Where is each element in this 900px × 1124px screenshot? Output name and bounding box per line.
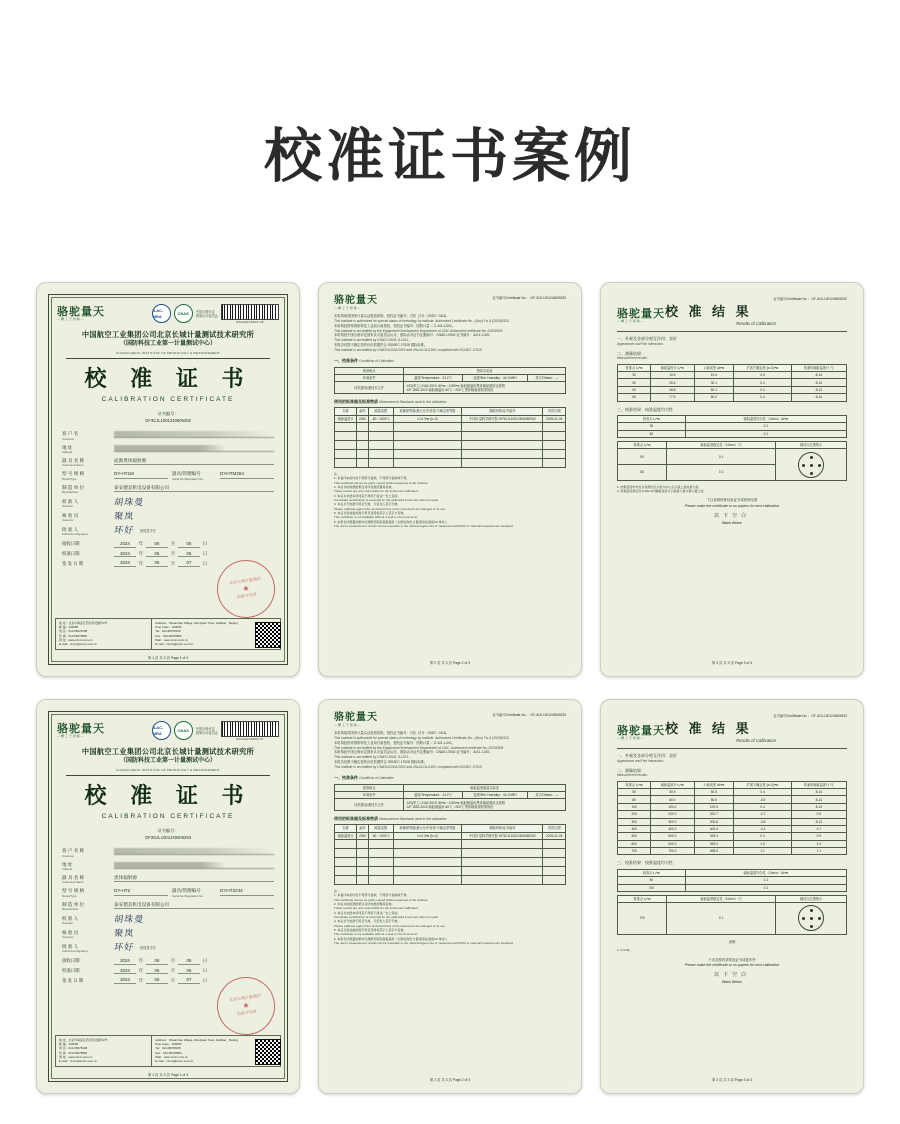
signature-inspector: 核 验 员 Inspector 聚岚 — [62, 512, 135, 523]
cover-frame — [48, 711, 288, 1082]
conditions-table — [334, 784, 566, 811]
certificate-cover-inner — [44, 707, 292, 1086]
signature-operator: 校 准 人 Operator 胡珠曼 — [62, 498, 145, 509]
cnas-icon: CNAS — [174, 304, 193, 323]
field-address: 地 址 Address — [62, 445, 274, 455]
barcode-number: RA032240600 28 — [236, 319, 264, 324]
certificate-cover-inner — [44, 290, 292, 669]
customer-fields — [56, 848, 280, 911]
table-row — [335, 458, 566, 467]
signature-operator-value: 胡珠曼 — [113, 915, 145, 926]
certificate-title: 校 准 证 书 — [84, 783, 252, 809]
results-body — [608, 290, 856, 669]
certificate-results-1[interactable] — [600, 282, 864, 677]
blank-below-label: 以下空白 — [713, 972, 750, 979]
field-instrument-name-value: 面源黑体辐射源 — [114, 458, 274, 465]
field-manufacturer: 制 造 单 位 Manufacturer 泰安德美机电设备有限公司 — [62, 485, 274, 495]
date-issue: 签 发 日 期 2024 年 06 月 07 日 — [62, 977, 208, 983]
official-stamp: 北京长城计量测试 ★ 校准专用章 — [213, 973, 279, 1039]
results-inner — [608, 707, 856, 1086]
date-received: 接收日期 2024 年 06 月 05 日 — [62, 957, 208, 964]
barcode-block — [221, 304, 279, 324]
field-customer-value — [114, 848, 274, 855]
table-header-row: 校准点 t₀/℃ 辐射温度均匀性（10min）Δt/℃ — [618, 415, 847, 422]
table-row: 700 0.1 — [618, 884, 847, 891]
footer-contact — [55, 618, 281, 650]
measure-point-diagram-icon — [798, 905, 824, 931]
table-row — [335, 440, 566, 449]
page-number: 第 3 页 共 3 页 Page 3 of 3 — [711, 1078, 753, 1083]
table-row: 50 0.1 — [618, 430, 847, 437]
measure-point-diagram-cell — [776, 903, 847, 934]
next-calibration-note-en: Please make the certificate or no papers for next calibration — [684, 963, 780, 968]
conditions-table — [334, 367, 566, 394]
table-row: 700 0.1 — [618, 903, 847, 934]
certificate-id: 证书编号/Certificate No. ：GF-JKJL1001240605293 — [773, 713, 847, 718]
signature-operator: 校 准 人 Operator 胡珠曼 — [62, 915, 145, 926]
results-title-en: Results of Calibration — [736, 321, 776, 327]
footer-contact-en: Address：ShuanXiao Village, WenQuan Town, HaiDian，Beijing Post Code：100095 Tel：010-68378108 Fax：010-68378866 Web：www.cimm.com.cn E-mail：cimm@cimm.com.cn — [151, 619, 280, 649]
notes-block: 注： 1. 本复印本的内容不得部分复制，不得部分复制或不得。 This certificate cannot be partly copied without approval of the institute. 2. 本证书的检测结果仅对所校准的器具有效。 These results are only responsible for the instrument calibrated. 3. 本证书未经本所同意不得用于商业广告之目的。 Immediate recalibration is essential for the calibrated instrument after its repair. 4. 本证书无校准专用章无效，无签发人签字无效。 Please calibrate again if the technical limits of the instrument are changed or its use. 5. 本证书需加盖校准专用章及授权签字人签字方有效。 This certificate is not available without a seal on the front cover. 6. 本报告所测量结果均可溯源至国家测量基准（全国标准化计量/国家标准值/SI 单位）。 The user's measurement results can be traceable to the national legal units of measurement/SI/ISO or national measurement standard. — [334, 471, 514, 528]
authorized-note: 授权签字栏 — [140, 946, 156, 951]
field-address-value — [114, 445, 274, 452]
section-conditions: 一、校准条件 Conditions of Calibration 校准地点 黑体实验室 环境条件 温度/Temperature：24.2℃ 湿度/Rel. Humidity：44.1%RH 其它/Others：— 所依据/参照技术文件 JJG(军工) 2162-2019 -50℃～1000℃ 辐射测温用黑体辐射源检定规程 JJF 1552-2015 辐射测温用-60℃～200℃ 黑体辐射源校准规范 — [334, 358, 566, 394]
field-model-value: DY-HT2 — [114, 888, 168, 895]
brand-logo: 骆驼量天 — 精 工 于 智 制 — — [57, 305, 105, 322]
certificate-number-label: 证书编号： — [157, 411, 179, 417]
table-row — [335, 431, 566, 440]
table-header-row: 名称 编号 测量范围 准确度等级/最大允许误差/不确定度等级 溯源机构/证书编号 有效日期 — [335, 408, 566, 415]
results-item-2: 二、测量结果： Measurement results： — [617, 350, 650, 361]
field-instrument-name: 器 具 名 称 Instrument Name 黑体辐射源 — [62, 875, 274, 885]
footer-contact — [55, 1035, 281, 1067]
brand-logo: 骆驼量天 — 精 工 于 智 制 — — [617, 723, 665, 740]
signature-inspector-value: 聚岚 — [113, 512, 135, 523]
ilac-mra-icon: ILAC-MRA — [152, 721, 171, 740]
field-instrument-name: 器 具 名 称 Instrument Name 面源黑体辐射源 — [62, 458, 274, 468]
section-conditions: 一、校准条件 Conditions of Calibration 校准地点 辐射温度测量实验室 环境条件 温度/Temperature：24.2℃ 湿度/Rel. Humidity：44.1%RH 其它/Others：— 所依据/参照技术文件 JJG(军工) 2162-2019 -50℃～1000℃ 辐射测温用黑体辐射源检定规程 JJF 1552-2015 辐射测温用-60℃～200℃ 黑体辐射源校准规范 — [334, 775, 566, 811]
cnas-note: 中国合格评定 国家认可委员会 — [195, 726, 218, 735]
table-row — [335, 449, 566, 458]
field-address-value — [114, 862, 274, 869]
date-received-year: 2024 — [114, 541, 136, 548]
brand-logo: 骆驼量天 — 精 工 于 智 制 — — [617, 306, 665, 323]
certificate-cover-1[interactable] — [36, 282, 300, 677]
table-header-row: 校准点 t₀/℃ 辐射温度均匀性（10min）Δt/℃ — [618, 869, 847, 876]
table-row: 100 100.0 100.5 0.4 8-14 — [618, 803, 847, 810]
footer-contact-cn: 地 址：北京市海淀区西四环北路甲2号 邮 编：100095 电 话：010-68378108 传 真：010-68378866 网 址：www.cimm.com.cn E-mail：cimm@cimm.com.cn — [59, 620, 108, 647]
table-row: 校准地点 辐射温度测量实验室 — [335, 784, 566, 791]
signature-operator-value: 胡珠曼 — [113, 498, 145, 509]
notes-block: 注： 1. 本复印本的内容不得部分复制，不得部分复制或不得。 This certificate cannot be partly copied without approval of the institute. 2. 本证书的检测结果仅对所校准的器具有效。 These results are only responsible for the instrument calibrated. 3. 本证书未经本所同意不得用于商业广告之目的。 Immediate recalibration is essential for the calibrated instrument after its repair. 4. 本证书无校准专用章无效，无签发人签字无效。 Please calibrate again if the technical limits of the instrument are changed or its use. 5. 本证书需加盖校准专用章及授权签字人签字方有效。 This certificate is not available without a seal on the front cover. 6. 本报告所测量结果均可溯源至国家测量基准（全国标准化计量/国家标准值/SI 单位）。 The user's measurement results can be traceable to the national legal units of measurement/SI/ISO or national measurement standard. — [334, 888, 514, 945]
measurement-table — [617, 364, 847, 402]
table-row — [335, 848, 566, 857]
cover-header — [56, 300, 280, 326]
table-row — [335, 866, 566, 875]
table-row: 30 10.5 10.0 0.5 8-14 — [618, 372, 847, 379]
field-manufacturer: 制 造 单 位 Manufacturer 泰安德美机电设备有限公司 — [62, 902, 274, 912]
stability-table — [617, 895, 847, 935]
results-item-3: 三、校准结果：校准温度均匀性 — [617, 860, 673, 866]
cover-frame — [48, 294, 288, 665]
certificate-grid — [0, 272, 900, 1124]
certificate-title: 校 准 证 书 — [84, 366, 252, 392]
field-model: 型 号 规 格 Model/Type DY-HT2 器具/管理编号 Serial No./Regulation No. DYHT2244 — [62, 888, 274, 898]
barcode-block — [221, 721, 279, 741]
organization-subname: （国防科技工业第一计量测试中心） — [119, 341, 216, 348]
certificate-id: 证书编号/Certificate No. ：GF-JKJL1001240605293 — [492, 712, 566, 717]
table-row — [335, 839, 566, 848]
organization-name-en: CHANGCHENG INSTITUTE OF METROLOGY & MEASUREMENT — [115, 767, 221, 772]
certificate-textpage-1[interactable] — [318, 282, 582, 677]
table-row — [335, 857, 566, 866]
date-calibration: 校准日期 2024 年 06 月 06 日 — [62, 967, 208, 973]
certificate-title-en: CALIBRATION CERTIFICATE — [101, 396, 235, 404]
next-calibration-note: 下注说明校准结束证书或校准结果 — [706, 498, 758, 503]
page-number: 第 3 页 共 3 页 Page 3 of 3 — [711, 661, 753, 666]
field-customer: 客 户 名 Customer — [62, 431, 274, 441]
field-manufacturer-value: 泰安德美机电设备有限公司 — [114, 902, 274, 909]
date-received-month: 06 — [146, 541, 168, 548]
cnas-icon: CNAS — [174, 721, 193, 740]
table-row: 30 0.1 — [618, 423, 847, 430]
page-number: 第 1 页 共 3 页 Page 1 of 3 — [147, 656, 189, 661]
table-row: 所依据/参照技术文件 JJG(军工) 2162-2019 -50℃～1000℃ 辐射测温用黑体辐射源检定规程 JJF 1552-2015 辐射测温用-60℃～200℃ 黑体辐射源校准规范 — [335, 799, 566, 810]
table-row: 50 50.9 50.5 0.4 8-14 — [618, 789, 847, 796]
table-header-row: 名称 编号 测量范围 准确度等级/最大允许误差/不确定度等级 溯源机构/证书编号 有效日期 — [335, 825, 566, 832]
table-row: 辐射温度计 2000 -50～1000℃ U=0.3℃ (k=2) 中国计量科学研究院 GF3CJL10012406050930 2025-01-05 — [335, 832, 566, 839]
table-header-row: 校准点 t₀/℃ 辐射温度稳定性（10min）/℃ 测试点位置图示 — [618, 442, 847, 449]
field-serial-value: DYHTM264 — [220, 471, 274, 478]
certificate-id: 证书编号/Certificate No. ：GF-JKJL1001240605292 — [492, 295, 566, 300]
results-header — [617, 721, 847, 744]
field-model-value: DY-HT1M — [114, 471, 168, 478]
results-body — [608, 707, 856, 1086]
table-row: 700 700.0 698.9 1.1 1.1 — [618, 848, 847, 855]
certificate-cover-2[interactable] — [36, 699, 300, 1094]
textpage-header — [334, 713, 566, 727]
results-title-en: Results of Calibration — [736, 738, 776, 744]
brand-logo: 骆驼量天 — 精 工 于 智 制 — — [334, 294, 378, 310]
qr-code-icon — [255, 622, 281, 648]
accreditation-statement: 本机构取得国家计量认证资质机构，授权证书编号：（国）法计（2020）0115。 This institute is authorized for special status of metrology by institute, Authorized Certificate No.: (Guo) Fa Ji (2020)0115. 本机构经国家国防科技工业局行政授权，授权证书编号：国防计量（ Z-JL5-1-001。 This institute is accredited by the Equipment Development Department of CMC, Authorized certificate No.:20230009 本机构经中国合格评定国家认可委员会认可，国际认可证书注册编号：CNAS L0042 证书编号：JLK1-1-001 This institute is accredited by CNAS L0042, ILOO1... 本报告结果不确定性的评估依据符合 ISO/IEC 17025 国际标准。 This institute is accredited by CNAS/JCN/JL0002 and JNLAC/JLG100, compliant with ISO/IEC 17025 — [334, 730, 510, 770]
measurement-table — [617, 781, 847, 856]
organization-name: 中国航空工业集团公司北京长城计量测试技术研究所 — [81, 329, 255, 339]
results-item-2: 二、测量结果： Measurement results： — [617, 767, 650, 778]
signature-authorized-value: 环好 — [113, 943, 135, 954]
table-header-row: 校准点 t₀/℃ 辐射温度计 t₁/℃ 示值误差 Δt/℃ 扩展不确定度 (k=2)/℃ 传递用辐射温度计 /℃ — [618, 364, 847, 371]
certificate-results-2[interactable] — [600, 699, 864, 1094]
standards-table — [334, 407, 566, 468]
certificate-textpage-2[interactable] — [318, 699, 582, 1094]
qr-code-icon — [255, 1039, 281, 1065]
measure-point-diagram-icon — [798, 452, 824, 478]
signature-authorized: 批 准 人 Authorized Signatory 环好 授权签字栏 — [62, 526, 156, 537]
standards-table — [334, 824, 566, 885]
accreditation-badges — [152, 304, 279, 324]
field-customer: 客 户 名 称 Customer — [62, 848, 274, 858]
uniformity-table — [617, 869, 847, 892]
textpage-inner — [326, 290, 574, 669]
accreditation-statement: 本机构取得国家计量认证资质机构，授权证书编号：（国）法计（2020）0115。 This institute is authorized for special status of metrology by institute, Authorized Certificate No.: (Guo) Fa Ji (2020)0115. 本机构经国家国防科技工业局行政授权，授权证书编号：国防计量（ Z-JL5-1-001。 This institute is accredited by the Equipment Development Department of CMC Authorized certificate No.:20230009 本机构经中国合格评定国家认可委员会认可，国际认可证书注册编号：CNAS L0042 证书编号：JLK1-1-001 This institute is accredited by CNAS L0042, ILOO1... 本报告结果不确定性的评估依据符合 ISO/IEC 17025 国际标准。 This institute is accredited by CNAS/JCN/JL0002 and JNLAC/JLG100, compliant with ISO/IEC 17025 — [334, 313, 510, 353]
table-row: 环境条件 温度/Temperature：24.2℃ 湿度/Rel. Humidity：44.1%RH 其它/Others：— — [335, 791, 566, 798]
results-item-1: 一、外观及各部分相互作用：良好 Appearance and Part Interaction： — [617, 336, 677, 346]
table-row: 80 77.6 80.0 0.4 8-14 — [618, 394, 847, 401]
uniformity-table — [617, 415, 847, 438]
barcode-icon — [221, 721, 279, 737]
accreditation-badges — [152, 721, 279, 741]
signature-authorized-value: 环好 — [113, 526, 135, 537]
date-calibration: 校准日期 2024 年 06 月 06 日 — [62, 550, 208, 556]
certificate-title-en: CALIBRATION CERTIFICATE — [101, 813, 235, 821]
results-item-3: 三、校准结果：校准温度均匀性 — [617, 406, 673, 412]
authorized-note: 授权签字栏 — [140, 529, 156, 534]
table-row: 校准地点 黑体实验室 — [335, 367, 566, 374]
next-calibration-note-en: Please make the certificate or no papers for next calibration — [684, 504, 780, 509]
customer-fields — [56, 431, 280, 494]
results-notes: 1. 结果温度均匀性为各测试点示值与中心点示值之差的最大值。 2. 结果温度稳定性为10min内辐射温度计示值最大值与最小值之差。 — [617, 484, 707, 494]
table-row — [335, 875, 566, 884]
page-title: 校准证书案例 — [263, 121, 636, 190]
signature-authorized: 批 准 人 Authorized Signatory 环好 授权签字栏 — [62, 943, 156, 954]
brand-logo: 骆驼量天 — 精 工 于 智 制 — — [334, 711, 378, 727]
textpage-inner — [326, 707, 574, 1086]
table-row — [335, 422, 566, 431]
textpage-body — [326, 290, 574, 669]
organization-name: 中国航空工业集团公司北京长城计量测试技术研究所 — [81, 746, 255, 756]
divider — [66, 775, 270, 776]
certificate-number-label: 证书编号： — [157, 828, 179, 834]
signature-inspector: 核 验 员 Inspector 聚岚 — [62, 929, 135, 940]
table-row: 所依据/参照技术文件 JJG(军工) 2162-2019 -50℃～1000℃ 辐射测温用黑体辐射源检定规程 JJF 1552-2015 辐射测温用-60℃～200℃ 黑体辐射源校准规范 — [335, 382, 566, 393]
ilac-mra-icon: ILAC-MRA — [152, 304, 171, 323]
table-row: 500 500.0 499.4 0.4 0.9 — [618, 833, 847, 840]
organization-name-en: CHANGCHENG INSTITUTE OF METROLOGY & MEASUREMENT — [115, 350, 221, 355]
field-serial-value: DYHT2244 — [220, 888, 274, 895]
textpage-body — [326, 707, 574, 1086]
organization-subname: （国防科技工业第一计量测试中心） — [119, 758, 216, 765]
brand-logo: 骆驼量天 — 精 工 于 智 制 — — [57, 722, 105, 739]
signature-inspector-value: 聚岚 — [113, 929, 135, 940]
blank-below-label: 以下空白 — [713, 512, 750, 519]
table-row: 80 80.0 80.5 -0.5 8-14 — [618, 796, 847, 803]
table-row: 50 26.6 30.1 0.4 8-14 — [618, 379, 847, 386]
divider — [66, 358, 270, 359]
certificate-number-value: GF3CJL1001240605292 — [145, 417, 191, 423]
results-item-1: 一、外观及各部分相互作用：良好 Appearance and Part Interaction： — [617, 753, 677, 763]
official-stamp: 北京长城计量测试 ★ 校准专用章 — [213, 556, 279, 622]
signature-block — [56, 916, 280, 954]
measure-point-diagram-cell — [776, 449, 847, 480]
table-row: 环境条件 温度/Temperature：24.2℃ 湿度/Rel. Humidity：44.1%RH 其它/Others：— — [335, 374, 566, 381]
divider — [617, 331, 847, 332]
cover-header — [56, 717, 280, 743]
blank-below-label-en: Blank Below — [722, 979, 742, 984]
certificate-number-value: GF3GJL1001240605293 — [144, 834, 192, 840]
results-title: 校 准 结 果 — [665, 721, 752, 737]
section-standards: 使用的标准器及标准物质 Measurement Standards used in this calibration 名称 编号 测量范围 准确度等级/最大允许误差/不确定度等级 溯源机构/证书编号 有效日期 辐射温度计 2000 -50～1000℃ U=0.3℃ (k=2) 中国计量科学研究院 GF3CJL10012406050930 2025-01-05 — [334, 399, 566, 468]
field-customer-value — [114, 431, 274, 438]
field-instrument-name-value: 黑体辐射源 — [114, 875, 274, 882]
blank-below-label-en: Blank Below — [722, 520, 742, 525]
footer-contact-en: Address：ShuanXiao Village, WenQuan Town, HaiDian，Beijing Post Code：100095 Tel：010-68378108 Fax：010-68378866 Web：www.cimm.com.cn E-mail：cimm@cimm.com.cn — [151, 1036, 280, 1066]
table-row: 80 0.1 — [618, 465, 847, 481]
table-row: 50 0.1 — [618, 449, 847, 465]
barcode-icon — [221, 304, 279, 320]
table-row: 600 600.0 599.0 1.0 1.0 — [618, 840, 847, 847]
signature-block — [56, 499, 280, 537]
table-row: 400 400.0 400.4 -0.4 0.7 — [618, 825, 847, 832]
date-received-day: 05 — [178, 541, 200, 548]
barcode-number: RA032240600 27 — [236, 736, 264, 741]
results-title: 校 准 结 果 — [665, 304, 752, 320]
certificate-id: 证书编号/Certificate No. ：GF-JKJL1001240605292 — [773, 296, 847, 301]
page-number: 第 2 页 共 3 页 Page 2 of 3 — [429, 661, 471, 666]
results-inner — [608, 290, 856, 669]
textpage-header — [334, 296, 566, 310]
results-note-label: 说明 — [728, 939, 736, 944]
table-row: 50 0.1 — [618, 877, 847, 884]
divider — [617, 748, 847, 749]
page-number: 第 1 页 共 3 页 Page 1 of 3 — [147, 1073, 189, 1078]
next-calibration-note: 下次送校时请带此证书或复印件 — [708, 957, 756, 962]
table-row: 300 300.0 300.8 -0.8 8-14 — [618, 818, 847, 825]
field-model: 型 号 规 格 Model/Type DY-HT1M 器具/管理编号 Serial No./Regulation No. DYHTM264 — [62, 471, 274, 481]
cnas-note: 中国合格评定 国家认可委员会 — [195, 309, 218, 318]
field-address: 地 址 Address — [62, 862, 274, 872]
date-received: 接收日期 2024 年 06 月 05 日 — [62, 540, 208, 547]
results-notes: 1. ε=1.00。 — [617, 948, 633, 953]
section-standards: 使用的标准器及标准物质 Measurement Standards used in this calibration 名称 编号 测量范围 准确度等级/最大允许误差/不确定度等级 溯源机构/证书编号 有效日期 辐射温度计 2000 -50～1000℃ U=0.3℃ (k=2) 中国计量科学研究院 GF3CJL10012406050930 2025-01-05 — [334, 816, 566, 885]
table-row: 50 48.8 50.1 0.4 8-14 — [618, 386, 847, 393]
table-header-row: 校准点 t₀/℃ 辐射温度计 t₁/℃ 示值误差 Δt/℃ 扩展不确定度 (k=2)/℃ 传递用辐射温度计 /℃ — [618, 781, 847, 788]
table-row: 辐射温度计 2000 -50～1000℃ U=0.3℃ (k=2) 中国计量科学研究院 GF3CJL10012406050930 2025-01-05 — [335, 415, 566, 422]
field-manufacturer-value: 泰安德美机电设备有限公司 — [114, 485, 274, 492]
table-header-row: 校准点 t₀/℃ 辐射温度稳定性（10min）/℃ 测试点位置图示 — [618, 895, 847, 902]
date-issue: 签 发 日 期 2024 年 06 月 07 日 — [62, 560, 208, 566]
page-number: 第 2 页 共 3 页 Page 2 of 3 — [429, 1078, 471, 1083]
stability-table — [617, 441, 847, 481]
footer-contact-cn: 地 址：北京市海淀区西四环北路甲2号 邮 编：100095 电 话：010-68378108 传 真：010-68378866 网 址：www.cimm.com.cn E-mail：cimm@cimm.com.cn — [59, 1037, 108, 1064]
results-header — [617, 304, 847, 327]
table-row: 200 200.0 200.7 -0.7 0.5 — [618, 811, 847, 818]
